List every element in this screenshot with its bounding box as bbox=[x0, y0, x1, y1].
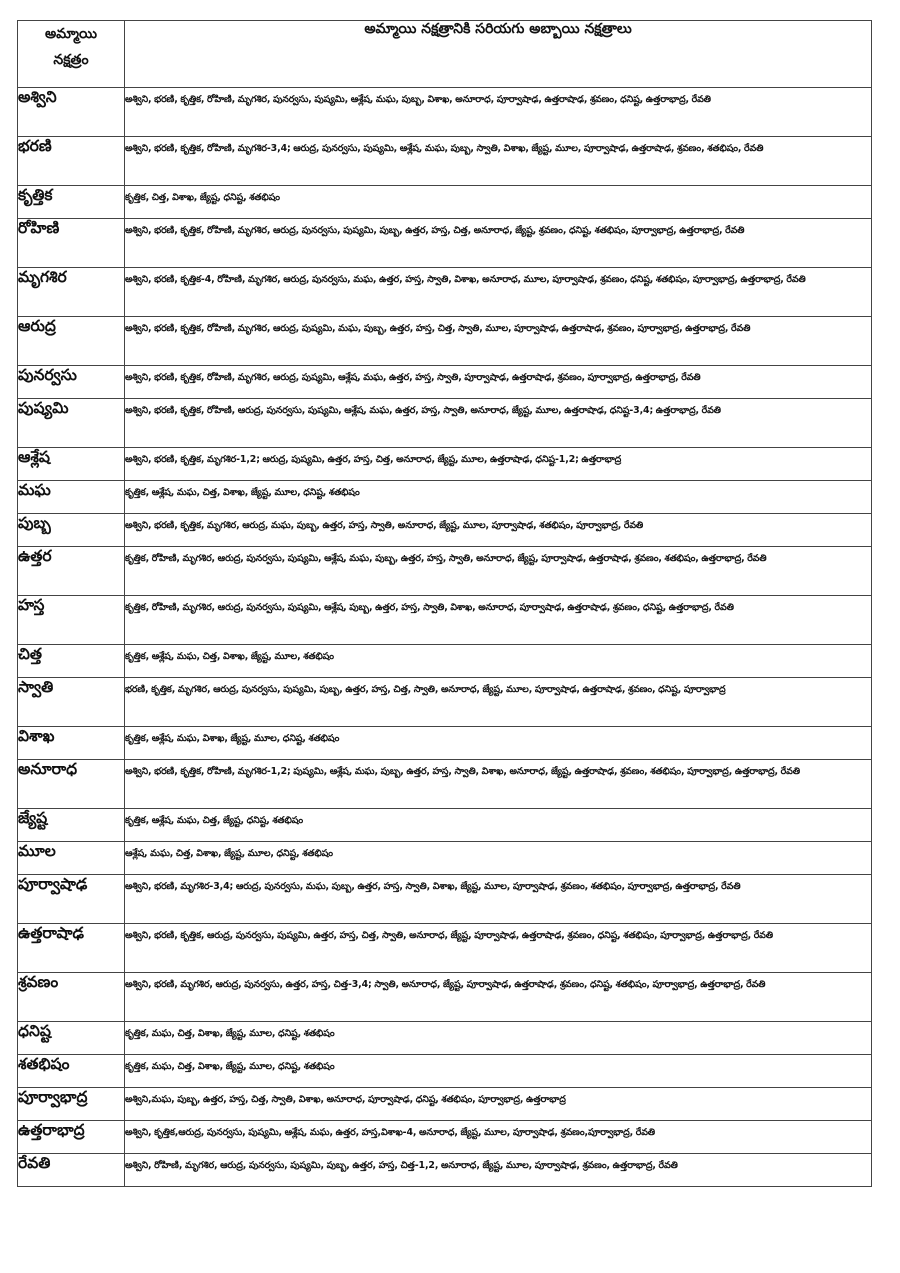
header-girl-nakshatra bbox=[18, 21, 125, 88]
girl-nakshatra-name: జ్యేష్ట bbox=[18, 809, 125, 842]
girl-nakshatra-name: స్వాతి bbox=[18, 678, 125, 727]
girl-nakshatra-name: రోహిణి bbox=[18, 219, 125, 268]
girl-nakshatra-name: పుబ్బ bbox=[18, 514, 125, 547]
matching-nakshatras-list: అశ్విని, భరణి, కృత్తిక, రోహిణి, మృగశిర, ఆరుద్ర, పుష్యమి, ఆశ్లేష, మఘ, ఉత్తర, హస్త, స్వాతి, పూర్వాషాఢ, ఉత్తరాషాఢ, శ్రవణం, పూర్వాభాద్ర, ఉత్తరాభాద్ర, రేవతి bbox=[125, 366, 872, 399]
table-row bbox=[18, 924, 872, 973]
table-row bbox=[18, 678, 872, 727]
girl-nakshatra-name: ఆరుద్ర bbox=[18, 317, 125, 366]
table-row bbox=[18, 399, 872, 448]
nakshatra-match-table bbox=[17, 20, 872, 1187]
matching-nakshatras-list: అశ్విని, రోహిణి, మృగశిర, ఆరుద్ర, పునర్వసు, పుష్యమి, పుబ్బ, ఉత్తర, హస్త, చిత్త-1,2, అనూరాధ, జ్యేష్ట, మూల, పూర్వాషాఢ, శ్రవణం, ఉత్తరాభాద్ర, రేవతి bbox=[125, 1154, 872, 1187]
table-row bbox=[18, 514, 872, 547]
girl-nakshatra-name: రేవతి bbox=[18, 1154, 125, 1187]
matching-nakshatras-list: అశ్విని, భరణి, కృత్తిక, రోహిణి, మృగశిర, పునర్వసు, పుష్యమి, ఆశ్లేష, మఘ, పుబ్బ, విశాఖ, అనూరాధ, పూర్వాషాఢ, ఉత్తరాషాఢ, శ్రవణం, ధనిష్ట, ఉత్తరాభాద్ర, రేవతి bbox=[125, 88, 872, 137]
matching-nakshatras-list: అశ్విని, భరణి, కృత్తిక, రోహిణి, మృగశిర-3,4; ఆరుద్ర, పునర్వసు, పుష్యమి, ఆశ్లేష, మఘ, పుబ్బ, స్వాతి, విశాఖ, జ్యేష్ట, మూల, పూర్వాషాఢ, ఉత్తరాషాఢ, శ్రవణం, శతభిషం, రేవతి bbox=[125, 137, 872, 186]
girl-nakshatra-name: భరణి bbox=[18, 137, 125, 186]
table-row bbox=[18, 973, 872, 1022]
table-row bbox=[18, 809, 872, 842]
table-header-row bbox=[18, 21, 872, 88]
table-row bbox=[18, 842, 872, 875]
girl-nakshatra-name: ఉత్తరాషాఢ bbox=[18, 924, 125, 973]
matching-nakshatras-list: అశ్విని,మఘ, పుబ్బ, ఉత్తర, హస్త, చిత్త, స్వాతి, విశాఖ, అనూరాధ, పూర్వాషాఢ, ధనిష్ట, శతభిషం, పూర్వాభాద్ర, ఉత్తరాభాద్ర bbox=[125, 1088, 872, 1121]
matching-nakshatras-list: కృత్తిక, రోహిణి, మృగశిర, ఆరుద్ర, పునర్వసు, పుష్యమి, ఆశ్లేష, పుబ్బ, ఉత్తర, హస్త, స్వాతి, విశాఖ, అనూరాధ, పూర్వాషాఢ, ఉత్తరాషాఢ, శ్రవణం, ధనిష్ట, ఉత్తరాభాద్ర, రేవతి bbox=[125, 596, 872, 645]
table-row bbox=[18, 1088, 872, 1121]
table-row bbox=[18, 1121, 872, 1154]
table-row bbox=[18, 596, 872, 645]
matching-nakshatras-list: అశ్విని, భరణి, కృత్తిక, రోహిణి, మృగశిర-1,2; పుష్యమి, ఆశ్లేష, మఘ, పుబ్బ, ఉత్తర, హస్త, స్వాతి, విశాఖ, అనూరాధ, జ్యేష్ట, ఉత్తరాషాఢ, శ్రవణం, శతభిషం, పూర్వాభాద్ర, ఉత్తరాభాద్ర, రేవతి bbox=[125, 760, 872, 809]
table-row bbox=[18, 481, 872, 514]
table-row bbox=[18, 219, 872, 268]
table-row bbox=[18, 366, 872, 399]
matching-nakshatras-list: ఆశ్లేష, మఘ, చిత్త, విశాఖ, జ్యేష్ట, మూల, ధనిష్ట, శతభిషం bbox=[125, 842, 872, 875]
table-row bbox=[18, 727, 872, 760]
matching-nakshatras-list: అశ్విని, భరణి, కృత్తిక, రోహిణి, మృగశిర, ఆరుద్ర, పునర్వసు, పుష్యమి, పుబ్బ, ఉత్తర, హస్త, చిత్త, అనూరాధ, జ్యేష్ట, శ్రవణం, ధనిష్ట, శతభిషం, పూర్వాభాద్ర, ఉత్తరాభాద్ర, రేవతి bbox=[125, 219, 872, 268]
table-row bbox=[18, 1022, 872, 1055]
matching-nakshatras-list: అశ్విని, భరణి, కృత్తిక-4, రోహిణి, మృగశిర, ఆరుద్ర, పునర్వసు, మఘ, ఉత్తర, హస్త, స్వాతి, విశాఖ, అనూరాధ, మూల, పూర్వాషాఢ, శ్రవణం, ధనిష్ట, శతభిషం, పూర్వాభాద్ర, ఉత్తరాభాద్ర, రేవతి bbox=[125, 268, 872, 317]
girl-nakshatra-name: ఉత్తర bbox=[18, 547, 125, 596]
table-row bbox=[18, 1055, 872, 1088]
header-matching-boy-nakshatras: అమ్మాయి నక్షత్రానికి సరియగు అబ్బాయి నక్షత్రాలు bbox=[125, 21, 872, 88]
matching-nakshatras-list: కృత్తిక, ఆశ్లేష, మఘ, విశాఖ, జ్యేష్ట, మూల, ధనిష్ట, శతభిషం bbox=[125, 727, 872, 760]
girl-nakshatra-name: పునర్వసు bbox=[18, 366, 125, 399]
girl-nakshatra-name: శ్రవణం bbox=[18, 973, 125, 1022]
girl-nakshatra-name: మఘ bbox=[18, 481, 125, 514]
girl-nakshatra-name: పుష్యమి bbox=[18, 399, 125, 448]
matching-nakshatras-list: అశ్విని, భరణి, కృత్తిక, ఆరుద్ర, పునర్వసు, పుష్యమి, ఉత్తర, హస్త, చిత్త, స్వాతి, అనూరాధ, జ్యేష్ట, పూర్వాషాఢ, ఉత్తరాషాఢ, శ్రవణం, ధనిష్ట, శతభిషం, పూర్వాభాద్ర, ఉత్తరాభాద్ర, రేవతి bbox=[125, 924, 872, 973]
matching-nakshatras-list: కృత్తిక, ఆశ్లేష, మఘ, చిత్త, జ్యేష్ట, ధనిష్ట, శతభిషం bbox=[125, 809, 872, 842]
matching-nakshatras-list: కృత్తిక, ఆశ్లేష, మఘ, చిత్త, విశాఖ, జ్యేష్ట, మూల, శతభిషం bbox=[125, 645, 872, 678]
matching-nakshatras-list: అశ్విని, భరణి, కృత్తిక, రోహిణి, మృగశిర, ఆరుద్ర, పుష్యమి, మఘ, పుబ్బ, ఉత్తర, హస్త, చిత్త, స్వాతి, మూల, పూర్వాషాఢ, ఉత్తరాషాఢ, శ్రవణం, పూర్వాభాద్ర, ఉత్తరాభాద్ర, రేవతి bbox=[125, 317, 872, 366]
girl-nakshatra-name: అశ్విని bbox=[18, 88, 125, 137]
matching-nakshatras-list: అశ్విని, భరణి, కృత్తిక, మృగశిర-1,2; ఆరుద్ర, పుష్యమి, ఉత్తర, హస్త, చిత్త, అనూరాధ, జ్యేష్ట, మూల, ఉత్తరాషాఢ, ధనిష్ట-1,2; ఉత్తరాభాద్ర bbox=[125, 448, 872, 481]
matching-nakshatras-list: కృత్తిక, మఘ, చిత్త, విశాఖ, జ్యేష్ట, మూల, ధనిష్ట, శతభిషం bbox=[125, 1055, 872, 1088]
table-row bbox=[18, 186, 872, 219]
matching-nakshatras-list: అశ్విని, భరణి, కృత్తిక, రోహిణి, ఆరుద్ర, పునర్వసు, పుష్యమి, ఆశ్లేష, మఘ, ఉత్తర, హస్త, స్వాతి, అనూరాధ, జ్యేష్ట, మూల, ఉత్తరాషాఢ, ధనిష్ట-3,4; ఉత్తరాభాద్ర, రేవతి bbox=[125, 399, 872, 448]
table-row bbox=[18, 268, 872, 317]
girl-nakshatra-name: శతభిషం bbox=[18, 1055, 125, 1088]
girl-nakshatra-name: పూర్వాభాద్ర bbox=[18, 1088, 125, 1121]
girl-nakshatra-name: విశాఖ bbox=[18, 727, 125, 760]
girl-nakshatra-name: కృత్తిక bbox=[18, 186, 125, 219]
matching-nakshatras-list: అశ్విని, భరణి, మృగశిర-3,4; ఆరుద్ర, పునర్వసు, మఘ, పుబ్బ, ఉత్తర, హస్త, స్వాతి, విశాఖ, జ్యేష్ట, మూల, పూర్వాషాఢ, శ్రవణం, శతభిషం, పూర్వాభాద్ర, ఉత్తరాభాద్ర, రేవతి bbox=[125, 875, 872, 924]
matching-nakshatras-list: కృత్తిక, చిత్త, విశాఖ, జ్యేష్ట, ధనిష్ట, శతభిషం bbox=[125, 186, 872, 219]
girl-nakshatra-name: ఉత్తరాభాద్ర bbox=[18, 1121, 125, 1154]
girl-nakshatra-name: మృగశిర bbox=[18, 268, 125, 317]
table-row bbox=[18, 88, 872, 137]
table-row bbox=[18, 448, 872, 481]
girl-nakshatra-name: ధనిష్ట bbox=[18, 1022, 125, 1055]
header-col1-line2: నక్షత్రం bbox=[53, 52, 89, 68]
table-row bbox=[18, 137, 872, 186]
matching-nakshatras-list: అశ్విని, కృత్తిక,ఆరుద్ర, పునర్వసు, పుష్యమి, ఆశ్లేష, మఘ, ఉత్తర, హస్త,విశాఖ-4, అనూరాధ, జ్యేష్ట, మూల, పూర్వాషాఢ, శ్రవణం,పూర్వాభాద్ర, రేవతి bbox=[125, 1121, 872, 1154]
matching-nakshatras-list: కృత్తిక, రోహిణి, మృగశిర, ఆరుద్ర, పునర్వసు, పుష్యమి, ఆశ్లేష, మఘ, పుబ్బ, ఉత్తర, హస్త, స్వాతి, అనూరాధ, జ్యేష్ట, పూర్వాషాఢ, ఉత్తరాషాఢ, శ్రవణం, శతభిషం, ఉత్తరాభాద్ర, రేవతి bbox=[125, 547, 872, 596]
matching-nakshatras-list: అశ్విని, భరణి, మృగశిర, ఆరుద్ర, పునర్వసు, ఉత్తర, హస్త, చిత్త-3,4; స్వాతి, అనూరాధ, జ్యేష్ట, పూర్వాషాఢ, ఉత్తరాషాఢ, శ్రవణం, ధనిష్ట, శతభిషం, పూర్వాభాద్ర, ఉత్తరాభాద్ర, రేవతి bbox=[125, 973, 872, 1022]
matching-nakshatras-list: కృత్తిక, ఆశ్లేష, మఘ, చిత్త, విశాఖ, జ్యేష్ట, మూల, ధనిష్ట, శతభిషం bbox=[125, 481, 872, 514]
girl-nakshatra-name: హస్త bbox=[18, 596, 125, 645]
header-col1-line1: అమ్మాయి bbox=[44, 26, 98, 42]
table-row bbox=[18, 1154, 872, 1187]
matching-nakshatras-list: భరణి, కృత్తిక, మృగశిర, ఆరుద్ర, పునర్వసు, పుష్యమి, పుబ్బ, ఉత్తర, హస్త, చిత్త, స్వాతి, అనూరాధ, జ్యేష్ట, మూల, పూర్వాషాఢ, ఉత్తరాషాఢ, శ్రవణం, ధనిష్ట, పూర్వాభాద్ర bbox=[125, 678, 872, 727]
girl-nakshatra-name: మూల bbox=[18, 842, 125, 875]
table-row bbox=[18, 760, 872, 809]
matching-nakshatras-list: కృత్తిక, మఘ, చిత్త, విశాఖ, జ్యేష్ట, మూల, ధనిష్ట, శతభిషం bbox=[125, 1022, 872, 1055]
matching-nakshatras-list: అశ్విని, భరణి, కృత్తిక, మృగశిర, ఆరుద్ర, మఘ, పుబ్బ, ఉత్తర, హస్త, స్వాతి, అనూరాధ, జ్యేష్ట, మూల, పూర్వాషాఢ, శతభిషం, పూర్వాభాద్ర, రేవతి bbox=[125, 514, 872, 547]
girl-nakshatra-name: అనూరాధ bbox=[18, 760, 125, 809]
girl-nakshatra-name: చిత్త bbox=[18, 645, 125, 678]
table-row bbox=[18, 875, 872, 924]
girl-nakshatra-name: ఆశ్లేష bbox=[18, 448, 125, 481]
table-row bbox=[18, 645, 872, 678]
table-row bbox=[18, 547, 872, 596]
girl-nakshatra-name: పూర్వాషాఢ bbox=[18, 875, 125, 924]
table-row bbox=[18, 317, 872, 366]
